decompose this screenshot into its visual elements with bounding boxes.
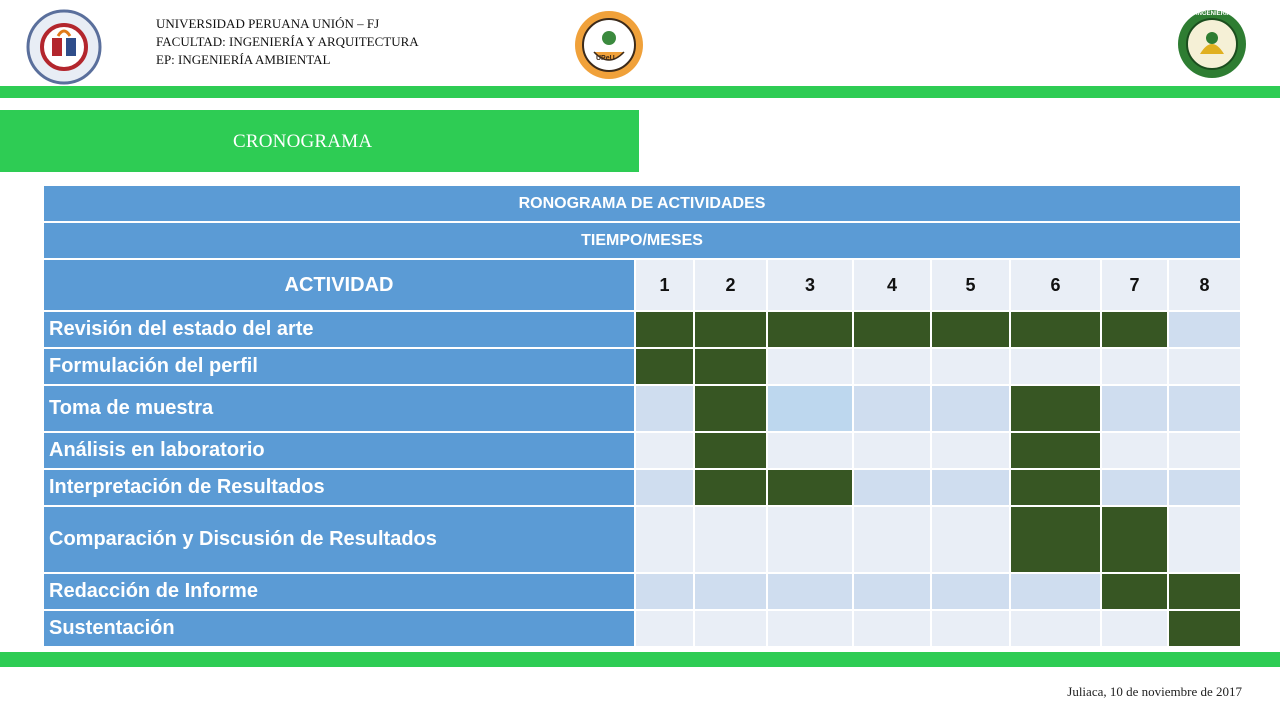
table-row: [43, 348, 1241, 385]
header-line-school: EP: INGENIERÍA AMBIENTAL: [156, 52, 331, 67]
activity-name: Formulación del perfil: [43, 348, 635, 385]
schedule-cell: [853, 432, 931, 469]
month-header: 2: [694, 259, 767, 311]
schedule-cell-active: [1168, 573, 1241, 610]
activity-schedule-table: [42, 184, 1242, 648]
schedule-cell: [853, 573, 931, 610]
month-header: 1: [635, 259, 694, 311]
schedule-cell: [767, 385, 853, 432]
schedule-cell-active: [1010, 432, 1101, 469]
schedule-cell: [1168, 432, 1241, 469]
schedule-cell: [767, 610, 853, 647]
table-row: [43, 573, 1241, 610]
activity-name: Análisis en laboratorio: [43, 432, 635, 469]
environmental-engineering-logo: [1176, 8, 1248, 80]
schedule-cell: [635, 506, 694, 573]
schedule-cell: [931, 348, 1010, 385]
month-header: 5: [931, 259, 1010, 311]
schedule-cell: [853, 385, 931, 432]
schedule-cell: [1010, 348, 1101, 385]
schedule-cell: [1101, 610, 1168, 647]
table-row: [43, 610, 1241, 647]
schedule-cell: [767, 573, 853, 610]
schedule-cell: [931, 385, 1010, 432]
activity-name: Sustentación: [43, 610, 635, 647]
activity-name: Revisión del estado del arte: [43, 311, 635, 348]
activity-name: Interpretación de Resultados: [43, 469, 635, 506]
schedule-cell: [1010, 573, 1101, 610]
bottom-divider-bar: [0, 652, 1280, 667]
section-header: [0, 110, 639, 172]
schedule-cell-active: [635, 311, 694, 348]
activity-name: Toma de muestra: [43, 385, 635, 432]
upeu-logo-caption: UPeU: [596, 55, 615, 62]
schedule-title: RONOGRAMA DE ACTIVIDADES: [43, 185, 1241, 222]
schedule-cell-active: [1010, 385, 1101, 432]
table-row: [43, 506, 1241, 573]
schedule-cell: [635, 610, 694, 647]
upeu-engineering-logo: [572, 8, 646, 82]
schedule-cell: [767, 348, 853, 385]
schedule-cell-active: [853, 311, 931, 348]
schedule-cell-active: [694, 311, 767, 348]
activity-column-header: ACTIVIDAD: [43, 259, 635, 311]
table-row: [43, 311, 1241, 348]
schedule-cell-active: [1101, 311, 1168, 348]
schedule-cell-active: [767, 311, 853, 348]
schedule-cell: [931, 469, 1010, 506]
schedule-cell: [1101, 432, 1168, 469]
schedule-cell: [1101, 385, 1168, 432]
schedule-cell-active: [1010, 311, 1101, 348]
activity-name: Comparación y Discusión de Resultados: [43, 506, 635, 573]
section-title: CRONOGRAMA: [233, 131, 373, 152]
schedule-cell-active: [1010, 469, 1101, 506]
schedule-subtitle: TIEMPO/MESES: [43, 222, 1241, 259]
schedule-cell-active: [767, 469, 853, 506]
schedule-cell-active: [635, 348, 694, 385]
schedule-cell: [694, 573, 767, 610]
month-header: 8: [1168, 259, 1241, 311]
schedule-cell-active: [931, 311, 1010, 348]
schedule-cell-active: [694, 432, 767, 469]
schedule-cell: [853, 348, 931, 385]
schedule-cell: [1010, 610, 1101, 647]
schedule-cell: [931, 506, 1010, 573]
schedule-cell: [694, 610, 767, 647]
schedule-cell: [635, 385, 694, 432]
schedule-cell: [853, 469, 931, 506]
schedule-cell: [1101, 348, 1168, 385]
schedule-cell: [635, 573, 694, 610]
schedule-cell-active: [694, 385, 767, 432]
schedule-cell: [1168, 385, 1241, 432]
schedule-cell-active: [1010, 506, 1101, 573]
schedule-cell: [635, 432, 694, 469]
schedule-cell: [931, 573, 1010, 610]
schedule-cell: [635, 469, 694, 506]
university-logo: [18, 8, 110, 86]
schedule-cell-active: [694, 469, 767, 506]
table-row: [43, 385, 1241, 432]
month-header: 7: [1101, 259, 1168, 311]
schedule-cell: [694, 506, 767, 573]
footer-date: Juliaca, 10 de noviembre de 2017: [1067, 684, 1242, 699]
activity-name: Redacción de Informe: [43, 573, 635, 610]
schedule-cell-active: [1168, 610, 1241, 647]
schedule-cell-active: [1101, 506, 1168, 573]
schedule-cell: [1168, 469, 1241, 506]
month-header: 3: [767, 259, 853, 311]
schedule-cell: [1168, 311, 1241, 348]
institution-header: [156, 15, 419, 69]
engineering-logo-caption: INGENIERÍA: [1196, 11, 1232, 17]
schedule-cell: [931, 432, 1010, 469]
schedule-cell: [853, 610, 931, 647]
table-row: [43, 469, 1241, 506]
schedule-cell: [931, 610, 1010, 647]
schedule-cell: [853, 506, 931, 573]
header-line-faculty: FACULTAD: INGENIERÍA Y ARQUITECTURA: [156, 34, 419, 49]
schedule-cell: [1168, 348, 1241, 385]
month-header: 6: [1010, 259, 1101, 311]
top-divider-bar: [0, 86, 1280, 98]
schedule-cell: [767, 506, 853, 573]
schedule-cell: [1168, 506, 1241, 573]
table-row: [43, 432, 1241, 469]
schedule-cell: [767, 432, 853, 469]
header-line-university: UNIVERSIDAD PERUANA UNIÓN – FJ: [156, 16, 380, 31]
month-header: 4: [853, 259, 931, 311]
schedule-cell-active: [694, 348, 767, 385]
schedule-cell: [1101, 469, 1168, 506]
schedule-cell-active: [1101, 573, 1168, 610]
